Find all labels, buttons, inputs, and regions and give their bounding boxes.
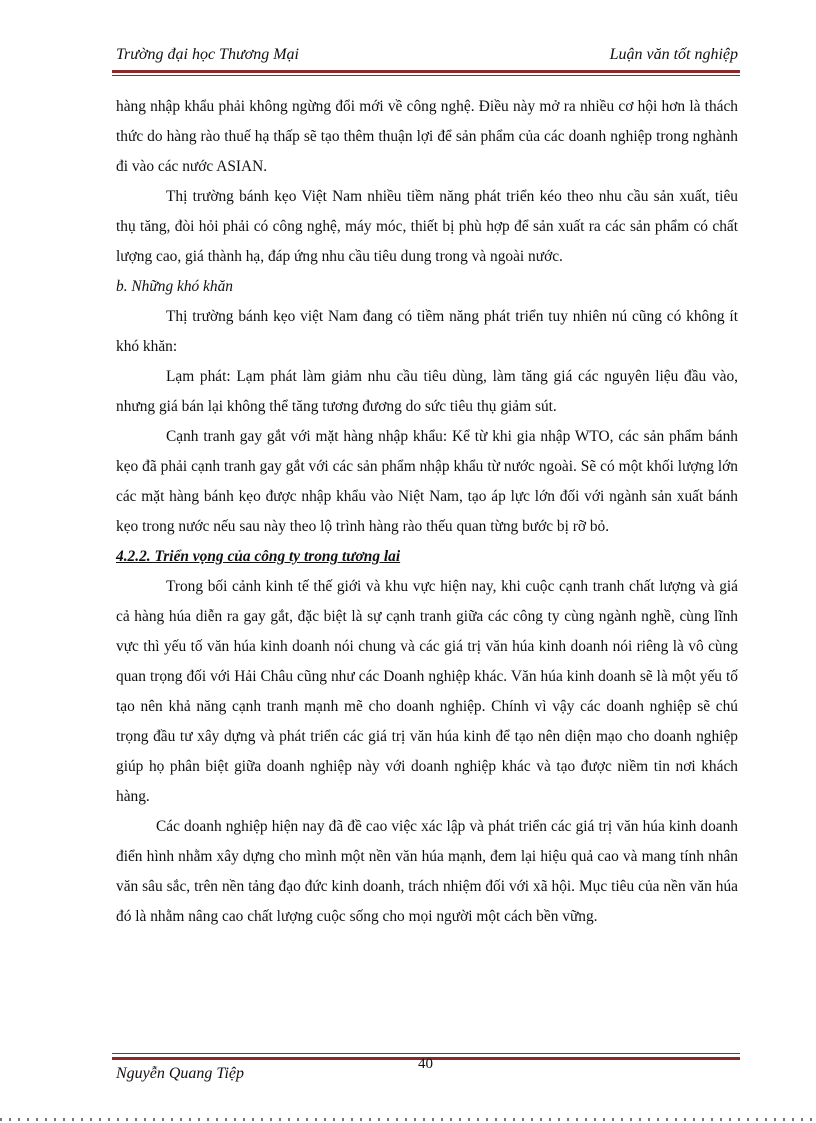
paragraph: hàng nhập khẩu phải không ngừng đổi mới về công nghệ. Điều này mở ra nhiều cơ hội hơn là thách thức do hàng rào thuế hạ thấp sẽ tạo thêm thuận lợi để sản phẩm của các doanh nghiệp trong nghành đi vào các nước ASIAN.: [116, 98, 738, 175]
paragraph: Thị trường bánh kẹo Việt Nam nhiều tiềm năng phát triển kéo theo nhu cầu sản xuất, tiêu thụ tăng, đòi hỏi phải có công nghệ, máy móc, thiết bị phù hợp để sản xuất ra các sản phẩm có chất lượng cao, giá thành hạ, đáp ứng nhu cầu tiêu dung trong và ngoài nước.: [116, 188, 738, 265]
header-university: Trường đại học Thương Mại: [116, 46, 299, 63]
paragraph: Trong bối cảnh kinh tế thế giới và khu vực hiện nay, khi cuộc cạnh tranh chất lượng và giá cả hàng húa diễn ra gay gắt, đặc biệt là sự cạnh tranh giữa các công ty cùng ngành nghề, cùng lĩnh vực thì yếu tố văn húa kinh doanh nói chung và các giá trị văn húa kinh doanh nói riêng là vô cùng quan trọng đối với Hải Châu cũng như các Doanh nghiệp khác. Văn húa kinh doanh sẽ là một yếu tố tạo nên khả năng cạnh tranh mạnh mẽ cho doanh nghiệp. Chính vì vậy các doanh nghiệp sẽ chú trọng đầu tư xây dựng và phát triển các giá trị văn húa kinh để tạo nên diện mạo cho doanh nghiệp giúp họ phân biệt giữa doanh nghiệp này với doanh nghiệp khác và tạo được niềm tin nơi khách hàng.: [116, 578, 738, 805]
page-number: 40: [418, 1056, 433, 1072]
paragraph: Thị trường bánh kẹo việt Nam đang có tiềm năng phát triển tuy nhiên nú cũng có không ít khó khăn:: [116, 308, 738, 355]
paragraph: Cạnh tranh gay gắt với mặt hàng nhập khẩu: Kể từ khi gia nhập WTO, các sản phẩm bánh kẹo đã phải cạnh tranh gay gắt với các sản phẩm nhập khẩu từ nước ngoài. Sẽ có một khối lượng lớn các mặt hàng bánh kẹo được nhập khẩu vào Niệt Nam, tạo áp lực lớn đối với ngành sản xuất bánh kẹo trong nước nếu sau này theo lộ trình hàng rào thếu quan từng bước bị rỡ bỏ.: [116, 428, 738, 535]
header-rule-thin: [112, 75, 740, 76]
document-body: [116, 92, 738, 932]
header-thesis-label: Luận văn tốt nghiệp: [609, 46, 738, 63]
paragraph: Lạm phát: Lạm phát làm giảm nhu cầu tiêu dùng, làm tăng giá các nguyên liệu đầu vào, nhưng giá bán lại không thể tăng tương đương do sức tiêu thụ giảm sút.: [116, 368, 738, 415]
section-heading: 4.2.2. Triển vọng của công ty trong tương lai: [116, 548, 401, 565]
footer-rule-thin: [112, 1053, 740, 1054]
paragraph: Các doanh nghiệp hiện nay đã đề cao việc xác lập và phát triển các giá trị văn húa kinh doanh điển hình nhằm xây dựng cho mình một nền văn húa mạnh, đem lại hiệu quả cao và mang tính nhân văn sâu sắc, trên nền tảng đạo đức kinh doanh, trách nhiệm đối với xã hội. Mục tiêu của nền văn húa đó là nhằm nâng cao chất lượng cuộc sống cho mọi người một cách bền vững.: [116, 818, 738, 925]
subheading: b. Những khó khăn: [116, 278, 233, 295]
page-edge-dots: [0, 1118, 816, 1121]
footer-author: Nguyễn Quang Tiệp: [116, 1065, 244, 1082]
header-rule-thick: [112, 70, 740, 73]
